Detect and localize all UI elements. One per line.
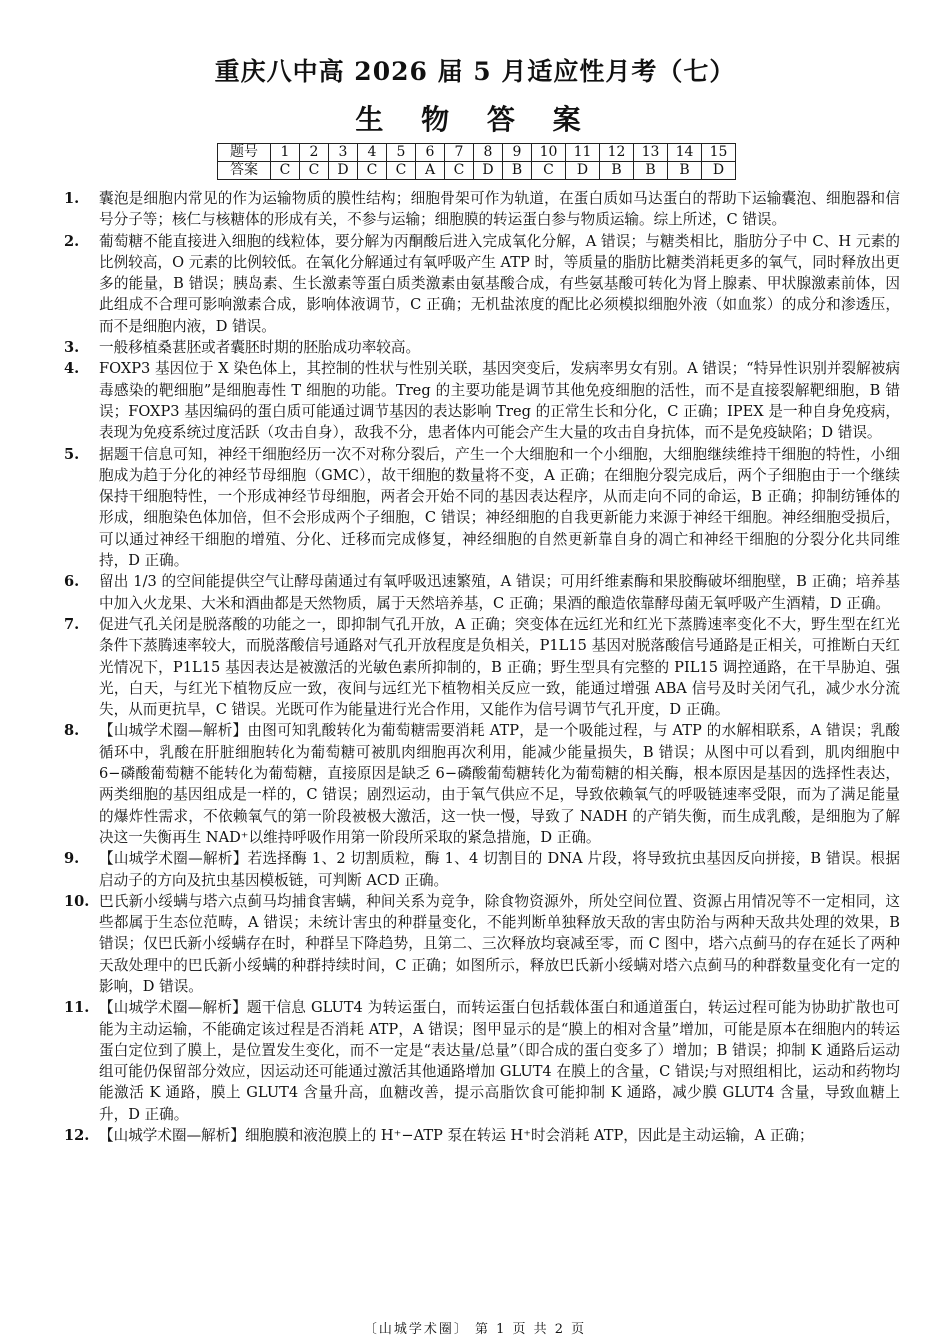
- item-number: 8.: [64, 722, 80, 740]
- question-number-cell: 14: [668, 144, 702, 162]
- question-number-cell: 7: [445, 144, 474, 162]
- answer-cell: D: [474, 162, 503, 180]
- item-number: 9.: [64, 850, 80, 868]
- explanation-item: [64, 997, 900, 1125]
- answer-cell: D: [702, 162, 736, 180]
- explanation-list: [64, 188, 900, 1146]
- question-number-cell: 8: [474, 144, 503, 162]
- answer-table-row-label: 题号: [218, 144, 271, 162]
- item-number: 3.: [64, 339, 80, 357]
- answer-cell: B: [600, 162, 634, 180]
- answer-table-row-label: 答案: [218, 162, 271, 180]
- explanation-item: [64, 848, 900, 891]
- explanation-item: [64, 891, 900, 997]
- answer-cell: C: [445, 162, 474, 180]
- item-number: 5.: [64, 445, 80, 463]
- explanation-item: [64, 1125, 900, 1146]
- question-number-cell: 6: [416, 144, 445, 162]
- question-number-cell: 5: [387, 144, 416, 162]
- answer-cell: C: [358, 162, 387, 180]
- explanation-item: [64, 188, 900, 231]
- question-number-cell: 15: [702, 144, 736, 162]
- item-number: 12.: [64, 1127, 90, 1145]
- answer-table: [217, 143, 736, 180]
- item-text: 囊泡是细胞内常见的作为运输物质的膜性结构；细胞骨架可作为轨道，在蛋白质如马达蛋白的帮助下运输囊泡、细胞器和信号分子等；核仁与核糖体的形成有关，不参与运输；细胞膜的转运蛋白参与物质运输。综上所述，C 错误。: [99, 190, 900, 229]
- item-text: 一般移植桑葚胚或者囊胚时期的胚胎成功率较高。: [99, 339, 421, 357]
- answer-cell: C: [532, 162, 566, 180]
- answer-cell: C: [300, 162, 329, 180]
- item-number: 7.: [64, 615, 80, 633]
- item-number: 2.: [64, 232, 80, 250]
- answer-cell: C: [387, 162, 416, 180]
- answer-cell: B: [503, 162, 532, 180]
- answer-cell: C: [271, 162, 300, 180]
- question-number-cell: 11: [566, 144, 600, 162]
- item-text: 据题干信息可知，神经干细胞经历一次不对称分裂后，产生一个大细胞和一个小细胞，大细胞继续维持干细胞的特性，小细胞成为趋于分化的神经节母细胞（GMC），故干细胞的数量将不变，A 正确；在细胞分裂完成后，两个子细胞由于一个继续保持干细胞特性，一个形成神经节母细胞，两者会开始不同的基因表达程序，从而走向不同的命运，B 正确；抑制纺锤体的形成，细胞染色体加倍，但不会形成两个子细胞，C 错误；神经细胞的自我更新能力来源于神经干细胞。神经细胞受损后，可以通过神经干细胞的增殖、分化、迁移而完成修复，神经细胞的自然更新靠自身的凋亡和神经干细胞的分裂分化共同维持，D 正确。: [99, 445, 900, 570]
- question-number-cell: 2: [300, 144, 329, 162]
- item-text: 葡萄糖不能直接进入细胞的线粒体，要分解为丙酮酸后进入完成氧化分解，A 错误；与糖类相比，脂肪分子中 C、H 元素的比例较高，O 元素的比例较低。在氧化分解通过有氧呼吸产生 ATP 时，等质量的脂肪比糖类消耗更多的氧气，同时释放出更多的能量，B 错误；胰岛素、生长激素等蛋白质类激素由氨基酸合成，有些氨基酸可转化为肾上腺素、甲状腺激素前体，因此组成不合理可影响激素合成，影响体液调节，C 正确；无机盐浓度的配比必须模拟细胞外液（如血浆）的成分和渗透压，而不是细胞内液，D 错误。: [99, 232, 900, 335]
- answer-cell: D: [329, 162, 358, 180]
- item-text: 【山城学术圈—解析】题干信息 GLUT4 为转运蛋白，而转运蛋白包括载体蛋白和通道蛋白，转运过程可能为协助扩散也可能为主动运输，不能确定该过程是否消耗 ATP，A 错误；图甲显示的是“膜上的相对含量”增加，可能是原本在细胞内的转运蛋白定位到了膜上，是位置发生变化，而不一定是“表达量/总量”（即合成的蛋白变多了）增加；B 错误；抑制 K 通路后运动组可能仍保留部分效应，因运动还可能通过激活其他通路增加 GLUT4 在膜上的含量，C 错误;与对照组相比，运动和药物均能激活 K 通路，膜上 GLUT4 含量升高，血糖改善，提示高脂饮食可能抑制 K 通路，减少膜 GLUT4 含量，导致血糖上升，D 正确。: [99, 999, 900, 1123]
- answer-cell: D: [566, 162, 600, 180]
- explanation-item: [64, 358, 900, 443]
- item-text: 促进气孔关闭是脱落酸的功能之一，即抑制气孔开放，A 正确；突变体在远红光和红光下蒸腾速率变化不大，野生型在红光条件下蒸腾速率较大，而脱落酸信号通路对气孔开放程度是负相关，P1L15 基因对脱落酸信号通路是正相关，可推断白天红光情况下，P1L15 基因表达是被激活的光敏色素所抑制的，B 正确；野生型具有完整的 PIL15 调控通路，在干旱胁迫、强光，白天，与红光下植物反应一致，夜间与远红光下植物相关反应一致，能通过增强 ABA 信号及时关闭气孔，减少水分流失，从而更抗旱，C 错误。光既可作为能量进行光合作用，又能作为信号调节气孔开度，D 正确。: [99, 615, 900, 719]
- item-number: 1.: [64, 190, 80, 207]
- answer-table-answer-row: [218, 162, 736, 180]
- question-number-cell: 10: [532, 144, 566, 162]
- item-text: 【山城学术圈—解析】若选择酶 1、2 切割质粒，酶 1、4 切割目的 DNA 片段，将导致抗虫基因反向拼接，B 错误。根据启动子的方向及抗虫基因模板链，可判断 ACD 正确。: [99, 850, 900, 889]
- item-number: 4.: [64, 360, 80, 378]
- answer-cell: A: [416, 162, 445, 180]
- item-text: 留出 1/3 的空间能提供空气让酵母菌通过有氧呼吸迅速繁殖，A 错误；可用纤维素酶和果胶酶破坏细胞壁，B 正确；培养基中加入火龙果、大米和酒曲都是天然物质，属于天然培养基，C 正确；果酒的酿造依靠酵母菌无氧呼吸产生酒精，D 正确。: [99, 573, 900, 612]
- question-number-cell: 13: [634, 144, 668, 162]
- page-footer: 〔山城学术圈〕 第 1 页 共 2 页: [363, 1322, 587, 1337]
- item-number: 11.: [64, 999, 90, 1017]
- question-number-cell: 1: [271, 144, 300, 162]
- question-number-cell: 4: [358, 144, 387, 162]
- item-text: 【山城学术圈—解析】细胞膜和液泡膜上的 H⁺−ATP 泵在转运 H⁺时会消耗 ATP，因此是主动运输，A 正确；: [99, 1127, 814, 1145]
- answer-cell: B: [634, 162, 668, 180]
- item-text: FOXP3 基因位于 X 染色体上，其控制的性状与性别关联，基因突变后，发病率男女有别。A 错误；“特异性识别并裂解被病毒感染的靶细胞”是细胞毒性 T 细胞的功能。Treg 的主要功能是调节其他免疫细胞的活性，而不是直接裂解靶细胞，B 错误；FOXP3 基因编码的蛋白质可能通过调节基因的表达影响 Treg 的正常生长和分化，C 正确；IPEX 是一种自身免疫病，表现为免疫系统过度活跃（攻击自身），敌我不分，患者体内可能会产生大量的攻击自身抗体，而不是免疫缺陷；D 错误。: [99, 360, 900, 442]
- explanation-item: [64, 614, 900, 720]
- answer-table-number-row: [218, 144, 736, 162]
- explanation-item: [64, 337, 900, 358]
- item-number: 6.: [64, 573, 80, 591]
- item-text: 【山城学术圈—解析】由图可知乳酸转化为葡萄糖需要消耗 ATP，是一个吸能过程，与 ATP 的水解相联系，A 错误；乳酸循环中，乳酸在肝脏细胞转化为葡萄糖可被肌肉细胞再次利用，能减少能量损失，B 错误；从图中可以看到，肌肉细胞中 6−磷酸葡萄糖不能转化为葡萄糖，直接原因是缺乏 6−磷酸葡萄糖转化为葡萄糖的相关酶，根本原因是基因的选择性表达，两类细胞的基因组成是一样的，C 错误；剧烈运动，由于氧气供应不足，导致依赖氧气的呼吸链速率受限，而为了满足能量的爆炸性需求，不依赖氧气的第一阶段被极大激活，这一快一慢，导致了 NADH 的产销失衡，而生成乳酸，是细胞为了解决这一失衡再生 NAD⁺以维持呼吸作用第一阶段所采取的紧急措施，D 正确。: [99, 722, 900, 846]
- explanation-item: [64, 231, 900, 337]
- explanation-item: [64, 720, 900, 848]
- item-text: 巴氏新小绥螨与塔六点蓟马均捕食害螨，种间关系为竞争，除食物资源外，所处空间位置、资源占用情况等不一定相同，这些都属于生态位范畴，A 错误；未统计害虫的种群量变化，不能判断单独释放天敌的害虫防治与两种天敌共处理的效果，B 错误；仅巴氏新小绥螨存在时，种群呈下降趋势，且第二、三次释放均衰减至零，而 C 图中，塔六点蓟马的存在延长了两种天敌处理中的巴氏新小绥螨的种群持续时间，C 正确；如图所示，释放巴氏新小绥螨对塔六点蓟马的种群数量变化有一定的影响，D 错误。: [99, 892, 900, 995]
- question-number-cell: 12: [600, 144, 634, 162]
- page-title: 重庆八中高 2026 届 5 月适应性月考（七）: [214, 57, 736, 86]
- answer-cell: B: [668, 162, 702, 180]
- item-number: 10.: [64, 892, 90, 910]
- explanation-item: [64, 444, 900, 572]
- question-number-cell: 9: [503, 144, 532, 162]
- explanation-item: [64, 571, 900, 614]
- question-number-cell: 3: [329, 144, 358, 162]
- page-subtitle: 生 物 答 案: [355, 103, 595, 136]
